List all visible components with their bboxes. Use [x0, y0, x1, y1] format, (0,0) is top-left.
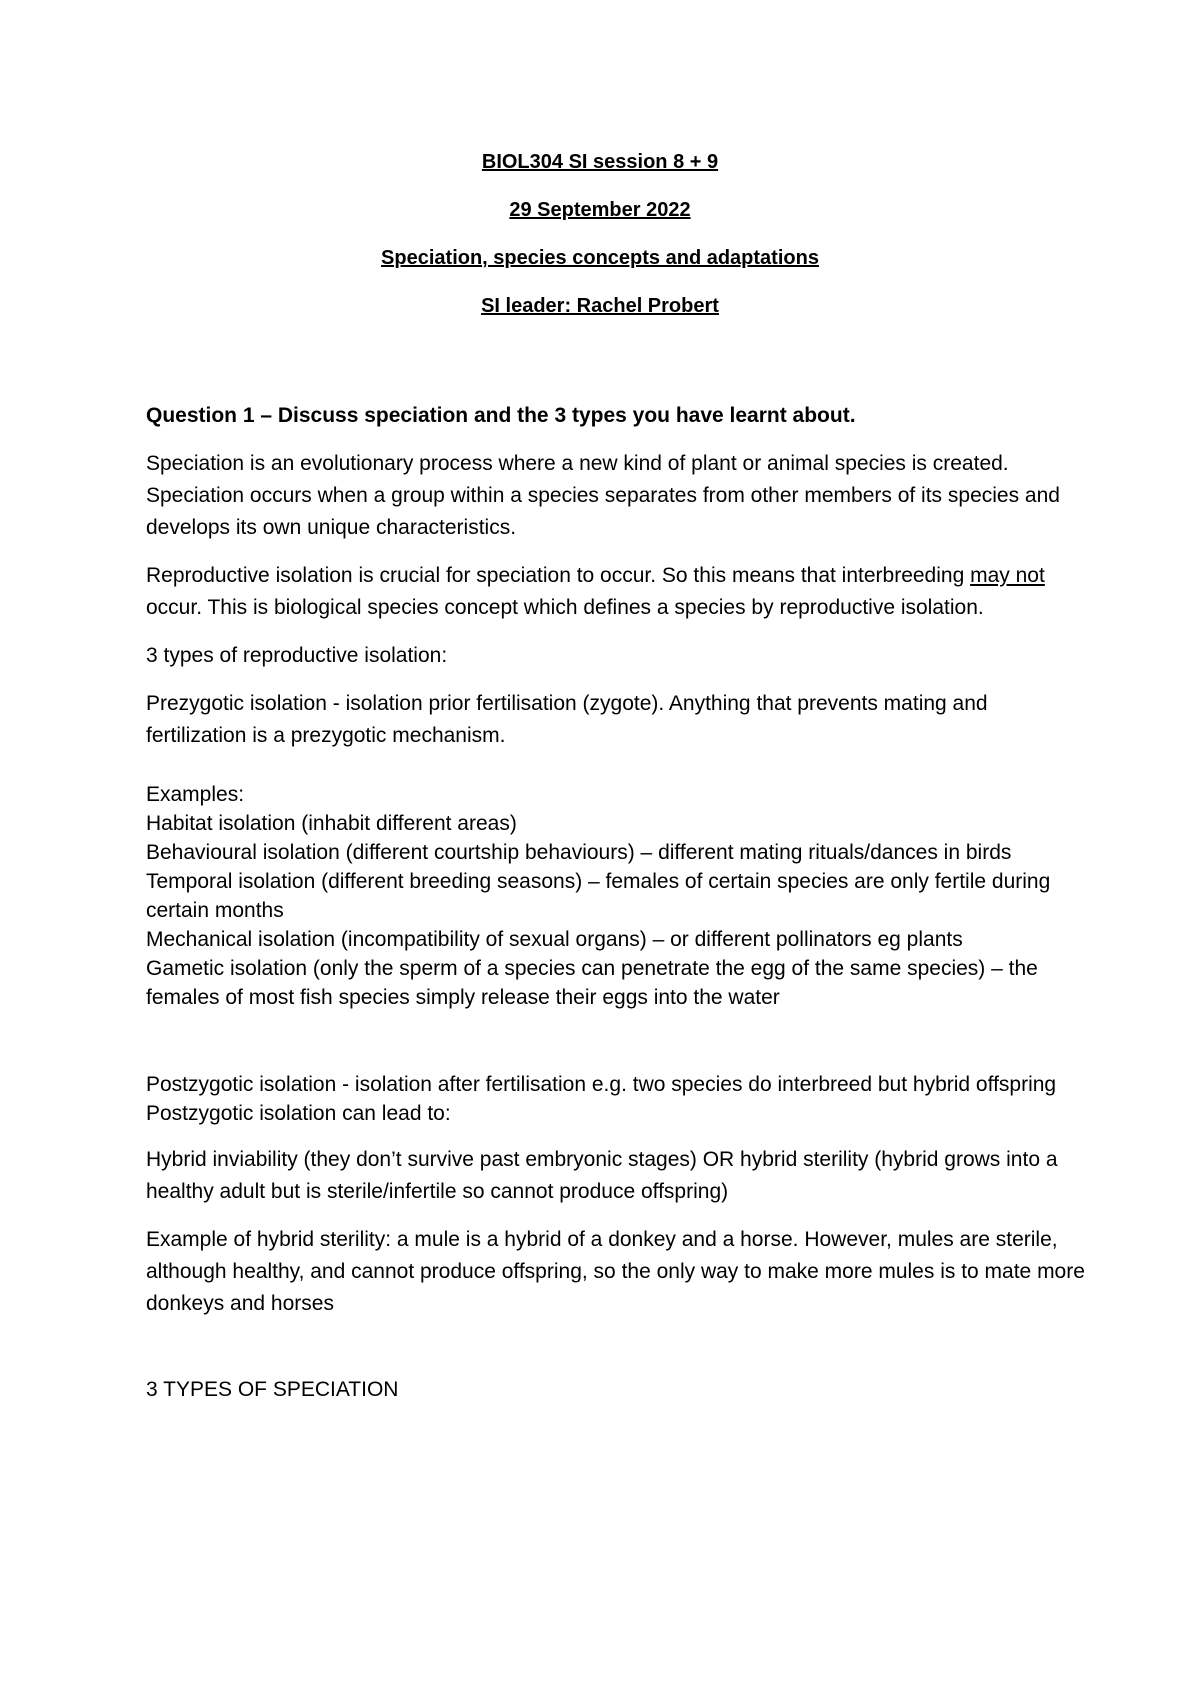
session-topic: Speciation, species concepts and adaptations: [381, 247, 819, 269]
prezygotic-paragraph: Prezygotic isolation - isolation prior fertilisation (zygote). Anything that prevents mating and fertilization is a prezygotic mechanism.: [146, 692, 988, 747]
postzygotic-block: [146, 1070, 1086, 1128]
list-item: Behavioural isolation (different courtship behaviours) – different mating rituals/dances in birds: [146, 841, 1012, 864]
examples-list: [146, 780, 1086, 1012]
postzygotic-lead: Postzygotic isolation can lead to:: [146, 1102, 451, 1125]
reproductive-isolation-paragraph: [146, 560, 1086, 624]
list-item: Gametic isolation (only the sperm of a species can penetrate the egg of the same species) – the females of most fish species simply release their eggs into the water: [146, 957, 1038, 1009]
repro-text-a: Reproductive isolation is crucial for speciation to occur. So this means that interbreeding: [146, 564, 971, 587]
repro-underlined: may not: [970, 564, 1045, 587]
speciation-types-heading: 3 TYPES OF SPECIATION: [146, 1378, 399, 1401]
question-1-heading: Question 1 – Discuss speciation and the 3 types you have learnt about.: [146, 404, 856, 427]
list-item: Habitat isolation (inhabit different areas): [146, 812, 517, 835]
repro-text-b: occur. This is biological species concept which defines a species by reproductive isolation.: [146, 596, 984, 619]
examples-label: Examples:: [146, 783, 245, 806]
types-heading: 3 types of reproductive isolation:: [146, 644, 448, 667]
hybrid-paragraph: Hybrid inviability (they don’t survive past embryonic stages) OR hybrid sterility (hybrid grows into a healthy adult but is sterile/infertile so cannot produce offspring): [146, 1148, 1058, 1203]
hybrid-example-paragraph: Example of hybrid sterility: a mule is a hybrid of a donkey and a horse. However, mules are sterile, although healthy, and cannot produce offspring, so the only way to make more mules is to mate more donkeys and horses: [146, 1228, 1085, 1315]
si-leader: SI leader: Rachel Probert: [481, 295, 719, 317]
document-body: [146, 400, 1086, 1406]
postzygotic-paragraph: Postzygotic isolation - isolation after fertilisation e.g. two species do interbreed but hybrid offspring: [146, 1073, 1057, 1096]
session-date: 29 September 2022: [509, 199, 691, 221]
list-item: Mechanical isolation (incompatibility of sexual organs) – or different pollinators eg plants: [146, 928, 963, 951]
speciation-definition: Speciation is an evolutionary process where a new kind of plant or animal species is created. Speciation occurs when a group within a species separates from other members of its species and develops its own unique characteristics.: [146, 452, 1060, 539]
list-item: Temporal isolation (different breeding seasons) – females of certain species are only fertile during certain months: [146, 870, 1051, 922]
course-title: BIOL304 SI session 8 + 9: [481, 151, 719, 173]
